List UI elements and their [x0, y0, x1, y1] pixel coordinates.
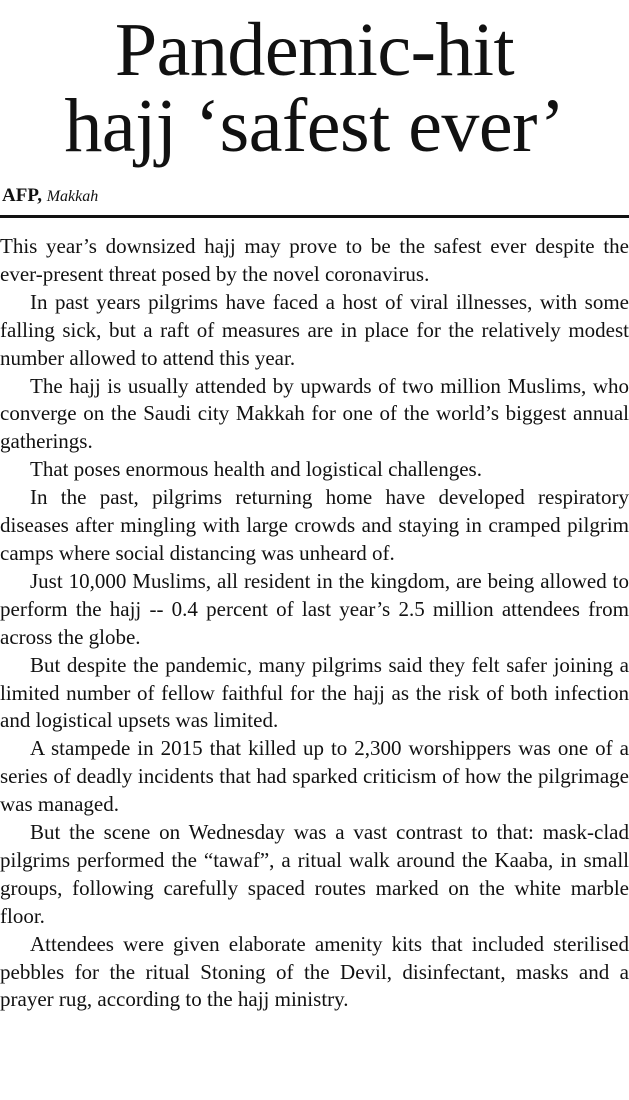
headline-line-2: hajj ‘safest ever’: [64, 84, 565, 168]
paragraph-3: The hajj is usually attended by upwards of two million Muslims, who converge on the Saudi city Makkah for one of the world’s biggest annual gatherings.: [0, 373, 629, 454]
paragraph-7: But despite the pandemic, many pilgrims said they felt safer joining a limited number of fellow faithful for the hajj as the risk of both infection and logistical upsets was limited.: [0, 652, 629, 733]
paragraph-2: In past years pilgrims have faced a host of viral illnesses, with some falling sick, but a raft of measures are in place for the relatively modest number allowed to attend this year.: [0, 289, 629, 370]
headline-line-1: Pandemic-hit: [114, 8, 515, 92]
paragraph-6: Just 10,000 Muslims, all resident in the kingdom, are being allowed to perform the hajj -- 0.4 percent of last year’s 2.5 million attendees from across the globe.: [0, 568, 629, 649]
article-body: [0, 233, 629, 1014]
headline-divider: [0, 215, 629, 218]
paragraph-5: In the past, pilgrims returning home have developed respiratory diseases after mingling with large crowds and staying in cramped pilgrim camps where social distancing was unheard of.: [0, 485, 629, 565]
paragraph-10: Attendees were given elaborate amenity kits that included sterilised pebbles for the ritual Stoning of the Devil, disinfectant, masks and a prayer rug, according to the hajj ministry.: [0, 931, 629, 1012]
paragraph-8: A stampede in 2015 that killed up to 2,300 worshippers was one of a series of deadly incidents that had sparked criticism of how the pilgrimage was managed.: [0, 736, 629, 817]
byline-dateline: Makkah: [46, 188, 99, 205]
paragraph-1: This year’s downsized hajj may prove to be the safest ever despite the ever-present threat posed by the novel coronavirus.: [0, 234, 629, 286]
headline: [0, 0, 629, 168]
byline-agency: AFP,: [2, 185, 42, 206]
paragraph-4: That poses enormous health and logistical challenges.: [30, 457, 482, 482]
paragraph-9: But the scene on Wednesday was a vast contrast to that: mask-clad pilgrims performed the “tawaf”, a ritual walk around the Kaaba, in small groups, following carefully spaced routes marked on the white marble floor.: [0, 820, 629, 928]
byline: [2, 184, 98, 209]
